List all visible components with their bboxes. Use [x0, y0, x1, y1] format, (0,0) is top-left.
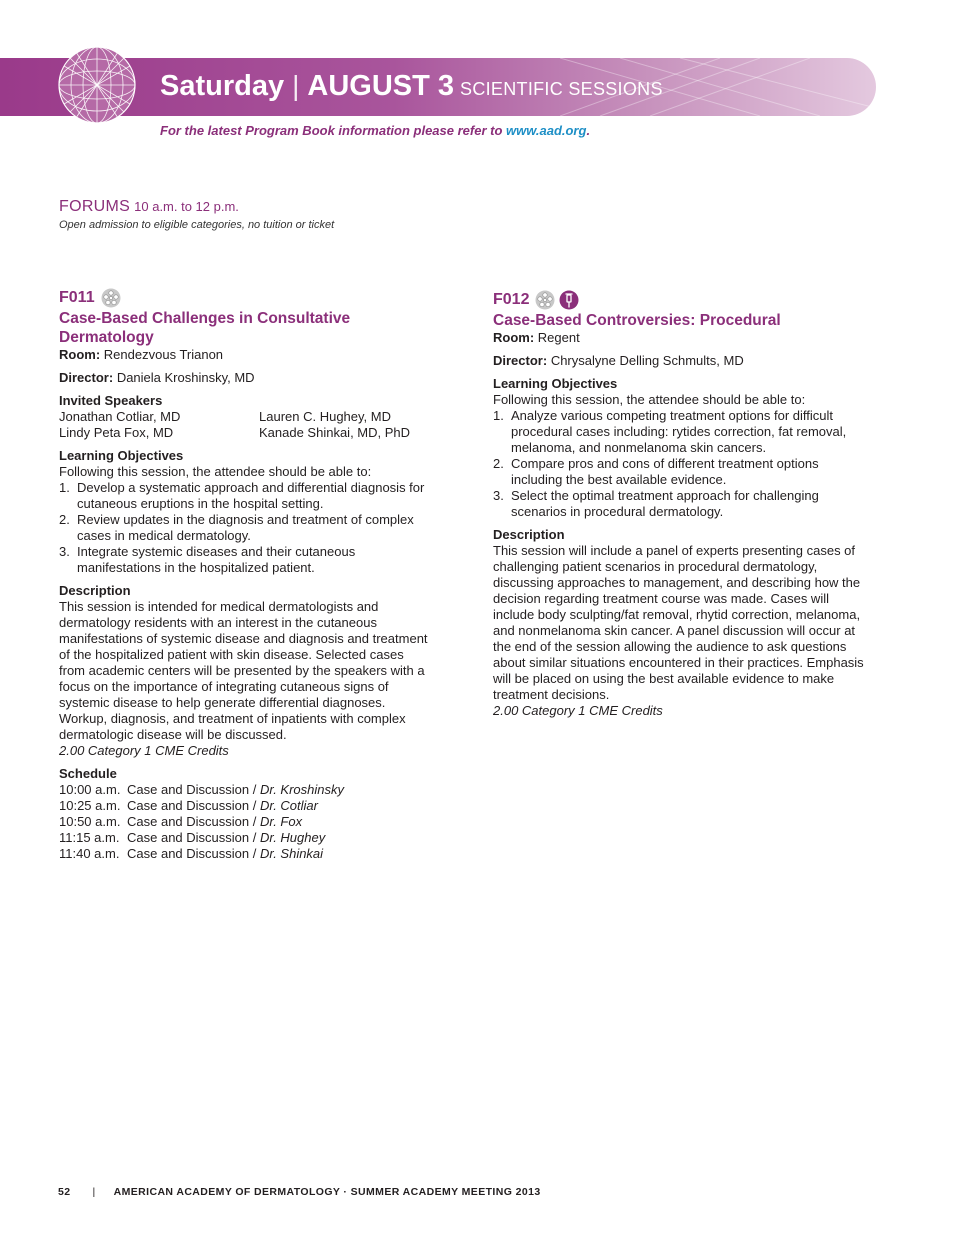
session-title: Case-Based Challenges in Consultative Dermatology: [59, 310, 351, 346]
objective-item: 1. Develop a systematic approach and differential diagnosis for cutaneous eruptions in the hospital setting.: [59, 480, 425, 511]
page-footer: [58, 1186, 541, 1198]
room-line: [59, 347, 429, 363]
session-title: Case-Based Controversies: Procedural: [493, 312, 781, 329]
schedule-row: 10:50 a.m. Case and Discussion / Dr. Fox: [59, 814, 303, 829]
director-value: Chrysalyne Delling Schmults, MD: [550, 353, 744, 368]
objective-item: 1. Analyze various competing treatment options for difficult procedural cases including: rytides correction, fat removal, melanoma, and nonmelanoma skin cancers.: [493, 408, 847, 455]
objectives-list: [493, 408, 868, 520]
page-title: [160, 70, 663, 103]
session-code-row: [59, 287, 429, 309]
speakers-list: [59, 409, 429, 441]
objectives-intro: Following this session, the attendee should be able to:: [493, 392, 806, 407]
speaker: Jonathan Cotliar, MD: [59, 409, 181, 424]
schedule-row: 11:40 a.m. Case and Discussion / Dr. Shinkai: [59, 846, 324, 861]
director-line: [493, 353, 868, 369]
note-text: For the latest Program Book information please refer to: [160, 123, 507, 138]
title-section: SCIENTIFIC SESSIONS: [460, 79, 663, 99]
director-label: Director:: [493, 353, 548, 368]
session-code-row: [493, 289, 868, 311]
footer-separator: |: [92, 1186, 96, 1198]
objective-item: 3. Integrate systemic diseases and their cutaneous manifestations in the hospitalized patient.: [59, 544, 356, 575]
director-line: [59, 370, 429, 386]
syringe-icon: [559, 290, 579, 310]
schedule-row: 10:00 a.m. Case and Discussion / Dr. Kroshinsky: [59, 782, 344, 797]
schedule-row: 10:25 a.m. Case and Discussion / Dr. Cotliar: [59, 798, 318, 813]
description-text: This session is intended for medical dermatologists and dermatology residents with an interest in the cutaneous manifestations of systemic disease and diagnosis and treatment of the hospitalized patient with skin disease. Selected cases from academic centers will be presented by the speakers with a focus on the importance of integrating cutaneous signs of systemic disease to help generate differential diagnoses. Workup, diagnosis, and treatment of inpatients with complex dermatologic disease will be discussed.: [59, 599, 428, 742]
speaker: Kanade Shinkai, MD, PhD: [259, 425, 411, 440]
description-text: This session will include a panel of experts presenting cases of challenging patient scenarios in procedural dermatology, discussing approaches to management, and describing how the decision regarding treatment course was made. Cases will include body sculpting/fat removal, rhytid correction, melanoma, and nonmelanoma skin cancer. A panel discussion will occur at the end of the session allowing the audience to ask questions about similar situations encountered in their practices. Emphasis will be placed on using the best available evidence to make treatment decisions.: [493, 543, 864, 702]
schedule-row: 11:15 a.m. Case and Discussion / Dr. Hughey: [59, 830, 326, 845]
objectives-label: Learning Objectives: [493, 376, 618, 391]
program-book-note: [160, 123, 590, 138]
speaker: Lindy Peta Fox, MD: [59, 425, 174, 440]
forums-note: Open admission to eligible categories, no tuition or ticket: [59, 219, 335, 231]
objectives-label: Learning Objectives: [59, 448, 184, 463]
objective-item: 2. Compare pros and cons of different treatment options including the best available evidence.: [493, 456, 819, 487]
description-label: Description: [493, 527, 565, 542]
speaker: Lauren C. Hughey, MD: [259, 409, 391, 424]
room-label: Room:: [493, 330, 535, 345]
objectives-list: [59, 480, 429, 576]
note-end: .: [586, 123, 591, 138]
schedule-list: [59, 782, 429, 862]
objectives-intro: Following this session, the attendee should be able to:: [59, 464, 372, 479]
cme-credits: 2.00 Category 1 CME Credits: [59, 743, 229, 758]
speakers-label: Invited Speakers: [59, 393, 163, 408]
session-code: F012: [493, 291, 530, 308]
globe-logo-icon: [56, 44, 138, 126]
room-label: Room:: [59, 347, 101, 362]
objective-item: 3. Select the optimal treatment approach for challenging scenarios in procedural dermatology.: [493, 488, 819, 519]
session-code: F011: [59, 289, 95, 306]
page-number: 52: [58, 1186, 71, 1198]
molecule-icon: [101, 288, 121, 308]
cme-credits: 2.00 Category 1 CME Credits: [493, 703, 663, 718]
forums-label: FORUMS: [59, 198, 131, 215]
room-value: Regent: [537, 330, 580, 345]
molecule-icon: [535, 290, 555, 310]
title-separator: |: [292, 70, 300, 101]
room-line: [493, 330, 868, 346]
title-date: AUGUST 3: [307, 70, 455, 102]
aad-link[interactable]: www.aad.org: [506, 123, 587, 138]
footer-text: AMERICAN ACADEMY OF DERMATOLOGY · SUMMER ACADEMY MEETING 2013: [113, 1186, 541, 1198]
schedule-label: Schedule: [59, 766, 117, 781]
forums-section-header: [59, 198, 334, 231]
title-day: Saturday: [160, 70, 285, 102]
session-f012: [493, 289, 868, 719]
room-value: Rendezvous Trianon: [103, 347, 224, 362]
description-label: Description: [59, 583, 131, 598]
forums-heading: [59, 198, 334, 216]
forums-time: 10 a.m. to 12 p.m.: [134, 199, 239, 214]
session-f011: [59, 287, 429, 862]
objective-item: 2. Review updates in the diagnosis and treatment of complex cases in medical dermatology.: [59, 512, 414, 543]
director-value: Daniela Kroshinsky, MD: [116, 370, 255, 385]
director-label: Director:: [59, 370, 114, 385]
